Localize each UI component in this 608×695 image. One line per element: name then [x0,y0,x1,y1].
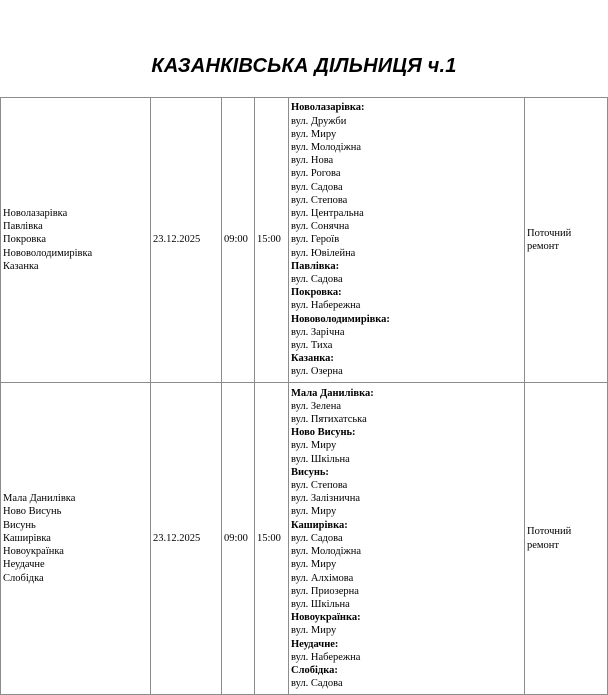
street-name: вул. Молодіжна [291,141,362,153]
street-name: вул. Миру [291,506,337,518]
settlement-heading: Каширівка: [291,519,348,531]
street-name: вул. Дружби [291,115,347,127]
settlement-heading: Нововолодимирівка: [291,313,390,325]
street-name: вул. Рогова [291,168,341,180]
street-name: вул. Степова [291,194,348,206]
settlement-name: Покровка [3,234,46,246]
street-name: вул. Шкільна [291,598,350,610]
street-name: вул. Миру [291,559,337,571]
settlements-list [3,207,148,273]
street-name: вул. Героїв [291,234,340,246]
date-cell: 23.12.2025 [151,383,222,695]
street-name: вул. Пятихатська [291,414,367,426]
settlement-name: Мала Данилівка [3,493,76,505]
settlement-name: Новоукраїнка [3,546,64,558]
reason-cell: Поточний ремонт [525,98,608,383]
outage-table [0,97,608,695]
time-from-cell: 09:00 [222,383,255,695]
street-name: вул. Центральна [291,207,364,219]
streets-list [291,387,522,691]
time-to-cell: 15:00 [255,98,289,383]
settlement-heading: Новолазарівка: [291,102,365,114]
reason-cell: Поточний ремонт [525,383,608,695]
settlement-heading: Слобідка: [291,664,338,676]
street-name: вул. Залізнична [291,493,360,505]
settlement-heading: Павлівка: [291,260,340,272]
date-cell: 23.12.2025 [151,98,222,383]
settlement-name: Казанка [3,260,39,272]
settlement-heading: Ново Висунь: [291,427,356,439]
settlement-heading: Висунь: [291,466,329,478]
settlement-name: Новолазарівка [3,207,68,219]
street-name: вул. Садова [291,532,343,544]
street-name: вул. Зелена [291,400,341,412]
street-name: вул. Миру [291,440,337,452]
settlement-heading: Новоукраїнка: [291,612,361,624]
street-name: вул. Степова [291,480,348,492]
street-name: вул. Ювілейна [291,247,356,259]
table-row [1,98,608,383]
settlements-list [3,492,148,584]
street-name: вул. Зарічна [291,326,345,338]
settlement-name: Павлівка [3,221,43,233]
time-to-cell: 15:00 [255,383,289,695]
settlement-heading: Казанка: [291,353,334,365]
settlement-heading: Покровка: [291,287,342,299]
settlement-heading: Неудачне: [291,638,339,650]
time-from-cell: 09:00 [222,98,255,383]
street-name: вул. Нова [291,155,334,167]
settlement-name: Каширівка [3,532,51,544]
street-name: вул. Садова [291,181,343,193]
page-title: КАЗАНКІВСЬКА ДІЛЬНИЦЯ ч.1 [151,55,457,77]
settlements-cell [1,383,151,695]
table-row [1,383,608,695]
settlement-name: Висунь [3,519,36,531]
settlement-name: Слобідка [3,572,44,584]
street-name: вул. Садова [291,678,343,690]
settlement-name: Ново Висунь [3,506,62,518]
street-name: вул. Набережна [291,300,361,312]
settlement-heading: Мала Данилівка: [291,387,374,399]
settlement-name: Неудачне [3,559,45,571]
street-name: вул. Миру [291,625,337,637]
street-name: вул. Набережна [291,651,361,663]
street-name: вул. Тиха [291,340,333,352]
settlements-cell [1,98,151,383]
street-name: вул. Озерна [291,366,343,378]
street-name: вул. Миру [291,128,337,140]
street-name: вул. Алхімова [291,572,354,584]
streets-list [291,101,522,378]
street-name: вул. Садова [291,274,343,285]
street-name: вул. Сонячна [291,221,350,233]
streets-cell [289,383,525,695]
street-name: вул. Молодіжна [291,546,362,558]
street-name: вул. Шкільна [291,453,350,465]
street-name: вул. Приозерна [291,585,359,597]
settlement-name: Нововолодимирівка [3,247,93,259]
streets-cell [289,98,525,383]
